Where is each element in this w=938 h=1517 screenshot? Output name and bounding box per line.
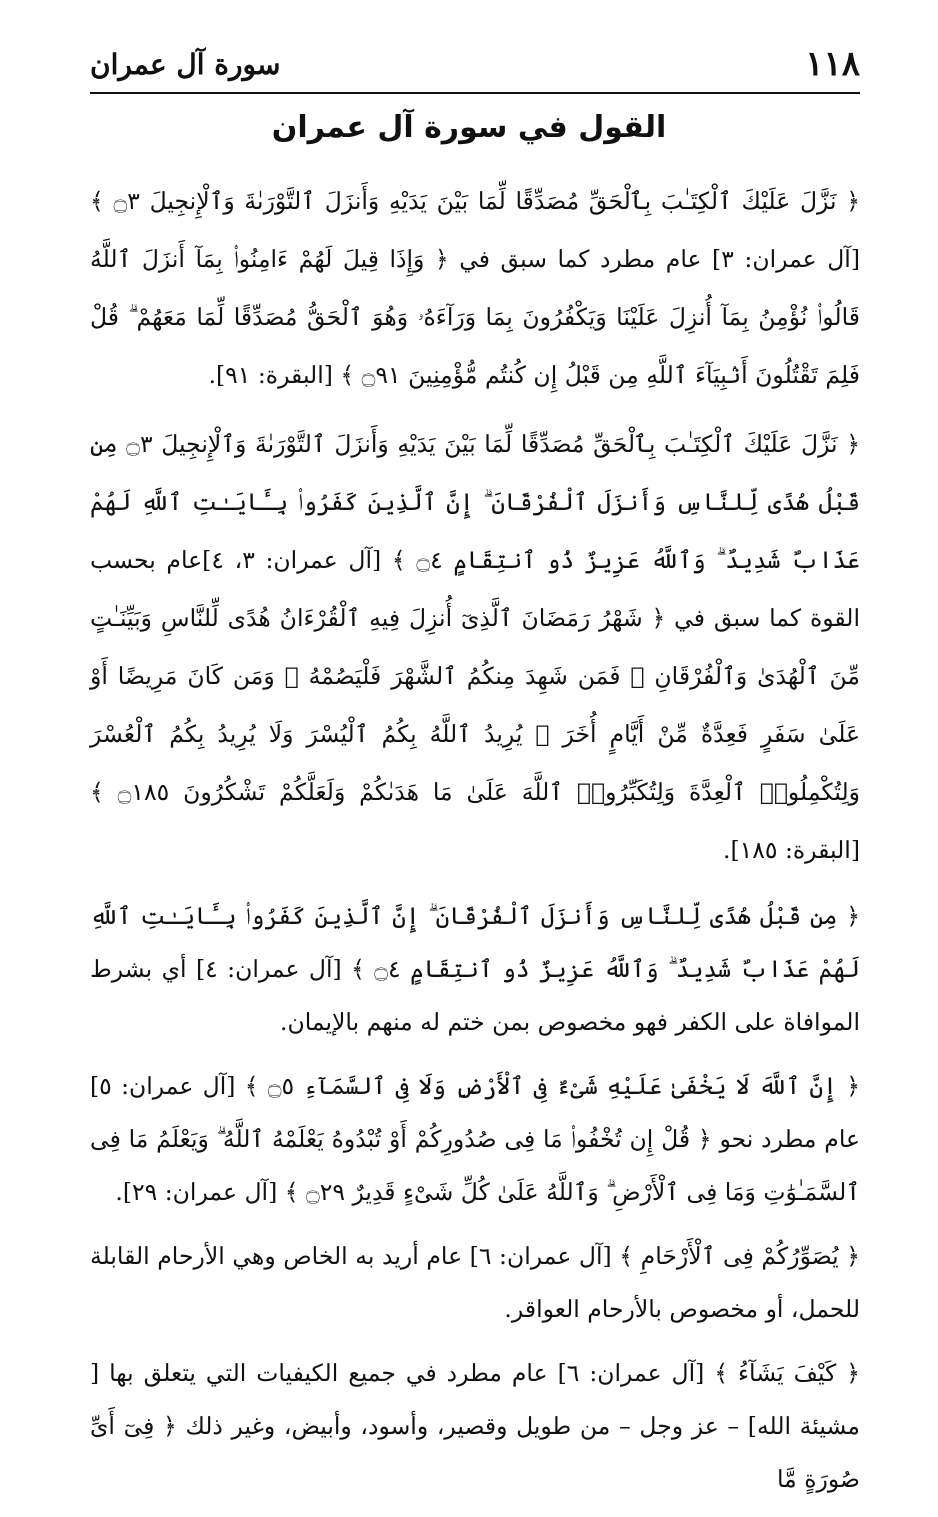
page-header (90, 40, 860, 94)
body-text (90, 172, 860, 1517)
paragraph-2: ﴿ نَزَّلَ عَلَيْكَ ٱلْكِتَـٰبَ بِٱلْحَقِّ مُصَدِّقًا لِّمَا بَيْنَ يَدَيْهِ وَأَنزَلَ ٱلتَّوْرَىٰةَ وَٱلْإِنجِيلَ ۝٣ مِن قَبْلُ هُدًى لِّلنَّاسِ وَأَنزَلَ ٱلْفُرْقَانَ ۗ إِنَّ ٱلَّذِينَ كَفَرُوا۟ بِـَٔايَـٰتِ ٱللَّهِ لَهُمْ عَذَابٌ شَدِيدٌ ۗ وَٱللَّهُ عَزِيزٌ ذُو ٱنتِقَامٍ ۝٤ ﴾ [آل عمران: ٣، ٤]عام بحسب القوة كما سبق في ﴿ شَهْرُ رَمَضَانَ ٱلَّذِىٓ أُنزِلَ فِيهِ ٱلْقُرْءَانُ هُدًى لِّلنَّاسِ وَبَيِّنَـٰتٍ مِّنَ ٱلْهُدَىٰ وَٱلْفُرْقَانِ ۚ فَمَن شَهِدَ مِنكُمُ ٱلشَّهْرَ فَلْيَصُمْهُ ۖ وَمَن كَانَ مَرِيضًا أَوْ عَلَىٰ سَفَرٍ فَعِدَّةٌ مِّنْ أَيَّامٍ أُخَرَ ۗ يُرِيدُ ٱللَّهُ بِكُمُ ٱلْيُسْرَ وَلَا يُرِيدُ بِكُمُ ٱلْعُسْرَ وَلِتُكْمِلُوا۟ ٱلْعِدَّةَ وَلِتُكَبِّرُوا۟ ٱللَّهَ عَلَىٰ مَا هَدَىٰكُمْ وَلَعَلَّكُمْ تَشْكُرُونَ ۝١٨٥ ﴾ [البقرة: ١٨٥]. (90, 430, 861, 864)
page-number: ١١٨ (805, 44, 860, 84)
paragraph-6: ﴿ كَيْفَ يَشَآءُ ﴾ [آل عمران: ٦] عام مطرد في جميع الكيفيات التي يتعلق بها [ مشيئة الله] – عز وجل – من طويل وقصير، وأسود، وأبيض، وغير ذلك ﴿ فِىٓ أَىِّ صُورَةٍ مَّا (90, 1359, 860, 1493)
section-title: القول في سورة آل عمران (271, 110, 667, 145)
running-title: سورة آل عمران (90, 48, 281, 81)
paragraph-4: ﴿ إِنَّ ٱللَّهَ لَا يَخْفَىٰ عَلَيْهِ شَىْءٌ فِى ٱلْأَرْضِ وَلَا فِى ٱلسَّمَآءِ ۝٥ ﴾ [آل عمران: ٥] عام مطرد نحو ﴿ قُلْ إِن تُخْفُوا۟ مَا فِى صُدُورِكُمْ أَوْ تُبْدُوهُ يَعْلَمْهُ ٱللَّهُ ۗ وَيَعْلَمُ مَا فِى ٱلسَّمَـٰوَٰتِ وَمَا فِى ٱلْأَرْضِ ۗ وَٱللَّهُ عَلَىٰ كُلِّ شَىْءٍ قَدِيرٌ ۝٢٩ ﴾ [آل عمران: ٢٩]. (90, 1072, 860, 1206)
paragraph-3: ﴿ مِن قَبْلُ هُدًى لِّلنَّاسِ وَأَنزَلَ ٱلْفُرْقَانَ ۗ إِنَّ ٱلَّذِينَ كَفَرُوا۟ بِـَٔايَـٰتِ ٱللَّهِ لَهُمْ عَذَابٌ شَدِيدٌ ۗ وَٱللَّهُ عَزِيزٌ ذُو ٱنتِقَامٍ ۝٤ ﴾ [آل عمران: ٤] أي بشرط الموافاة على الكفر فهو مخصوص بمن ختم له منهم بالإيمان. (90, 902, 860, 1036)
paragraph-1: ﴿ نَزَّلَ عَلَيْكَ ٱلْكِتَـٰبَ بِٱلْحَقِّ مُصَدِّقًا لِّمَا بَيْنَ يَدَيْهِ وَأَنزَلَ ٱلتَّوْرَىٰةَ وَٱلْإِنجِيلَ ۝٣ ﴾ [آل عمران: ٣] عام مطرد كما سبق في ﴿ وَإِذَا قِيلَ لَهُمْ ءَامِنُوا۟ بِمَآ أَنزَلَ ٱللَّهُ قَالُوا۟ نُؤْمِنُ بِمَآ أُنزِلَ عَلَيْنَا وَيَكْفُرُونَ بِمَا وَرَآءَهُۥ وَهُوَ ٱلْحَقُّ مُصَدِّقًا لِّمَا مَعَهُمْ ۗ قُلْ فَلِمَ تَقْتُلُونَ أَنۢبِيَآءَ ٱللَّهِ مِن قَبْلُ إِن كُنتُم مُّؤْمِنِينَ ۝٩١ ﴾ [البقرة: ٩١]. (90, 187, 860, 389)
paragraph-5: ﴿ يُصَوِّرُكُمْ فِى ٱلْأَرْحَامِ ﴾ [آل عمران: ٦] عام أريد به الخاص وهي الأرحام القابلة للحمل، أو مخصوص بالأرحام العواقر. (90, 1242, 860, 1323)
